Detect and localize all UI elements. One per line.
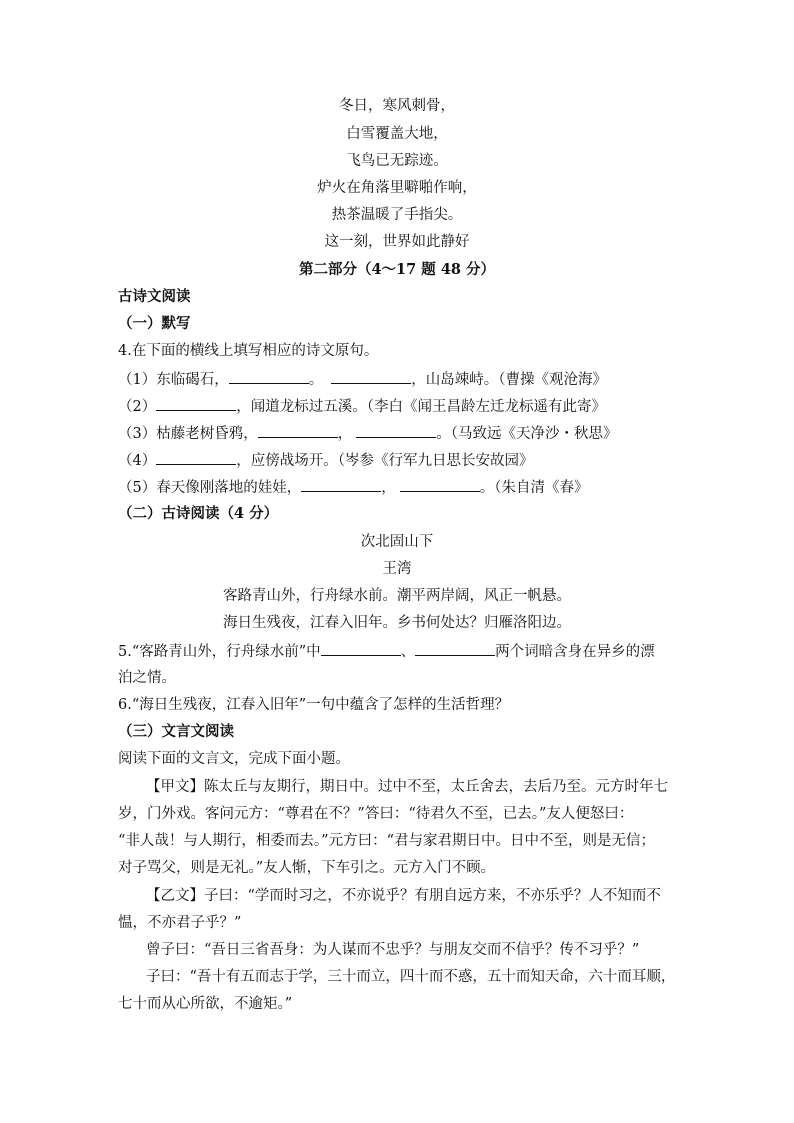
answer-blank[interactable] — [301, 477, 381, 492]
instruction: 阅读下面的文言文，完成下面小题。 — [118, 751, 350, 767]
q4-item-5: （5）春天像刚落地的娃娃， ， 。（朱自清《春》 — [118, 477, 588, 498]
question-4-stem: 4.在下面的横线上填写相应的诗文原句。 — [118, 343, 379, 359]
question-5-cont: 泊之情。 — [118, 670, 176, 686]
passage-line: 岁，门外戏。客问元方：“尊君在不？”答曰：“待君久不至，已去。”友人便怒曰： — [118, 806, 634, 822]
q4-item-3: （3）枯藤老树昏鸦， ， 。（马致远《天净沙・秋思》 — [118, 423, 617, 444]
answer-blank[interactable] — [400, 477, 480, 492]
section-title: 古诗文阅读 — [118, 288, 191, 305]
passage-line: “非人哉！与人期行，相委而去。”元方曰：“君与家君期日中。日中不至，则是无信； — [118, 833, 655, 849]
passage-line: 曾子曰：“吾日三省吾身：为人谋而不忠乎？与朋友交而不信乎？传不习乎？” — [146, 942, 640, 958]
q4-item-4: （4） ，应傍战场开。（岑参《行军九日思长安故园》 — [118, 450, 533, 471]
poem-line: 炉火在角落里噼啪作响， — [317, 180, 477, 196]
poem-line: 客路青山外，行舟绿水前。潮平两岸阔，风正一帆悬。 — [223, 588, 571, 604]
passage-line: 【乙文】子曰：“学而时习之，不亦说乎？有朋自远方来，不亦乐乎？人不知而不 — [146, 888, 661, 904]
answer-blank[interactable] — [321, 641, 401, 656]
poem-line: 冬日，寒风刺骨， — [339, 98, 455, 114]
subsection-title: （二）古诗阅读（4 分） — [118, 505, 279, 522]
answer-blank[interactable] — [415, 641, 495, 656]
passage-line: 愠，不亦君子乎？” — [118, 915, 242, 931]
answer-blank[interactable] — [156, 396, 236, 411]
part-title: 第二部分（4～17 题 48 分） — [298, 261, 496, 278]
question-5: 5.“客路青山外，行舟绿水前”中 、 两个词暗含身在异乡的漂 — [118, 641, 655, 662]
passage-line: 子曰：“吾十有五而志于学，三十而立，四十而不惑，五十而知天命，六十而耳顺， — [146, 969, 676, 985]
poem-line: 热茶温暖了手指尖。 — [331, 207, 463, 223]
passage-line: 七十而从心所欲，不逾矩。” — [118, 996, 293, 1012]
answer-blank[interactable] — [229, 369, 309, 384]
poem-line: 飞鸟已无踪迹。 — [346, 153, 448, 169]
answer-blank[interactable] — [156, 450, 236, 465]
passage-line: 【甲文】陈太丘与友期行，期日中。过中不至，太丘舍去，去后乃至。元方时年七 — [146, 779, 668, 795]
q4-item-1: （1）东临碣石， 。 ，山岛竦峙。（曹操《观沧海》 — [118, 369, 607, 390]
poem-line: 这一刻，世界如此静好 — [324, 234, 470, 250]
answer-blank[interactable] — [258, 423, 338, 438]
answer-blank[interactable] — [331, 369, 411, 384]
poem-line: 海日生残夜，江春入旧年。乡书何处达？归雁洛阳边。 — [223, 615, 571, 631]
poem-author: 王湾 — [382, 561, 412, 577]
q4-item-2: （2） ，闻道龙标过五溪。（李白《闻王昌龄左迁龙标遥有此寄》 — [118, 396, 606, 417]
passage-line: 对子骂父，则是无礼。”友人惭，下车引之。元方入门不顾。 — [118, 860, 496, 876]
poem-title: 次北固山下 — [360, 534, 434, 550]
subsection-title: （一）默写 — [118, 315, 191, 332]
question-6: 6.“海日生残夜，江春入旧年”一句中蕴含了怎样的生活哲理？ — [118, 697, 510, 713]
subsection-title: （三）文言文阅读 — [118, 723, 234, 740]
poem-line: 白雪覆盖大地， — [346, 126, 448, 142]
answer-blank[interactable] — [356, 423, 436, 438]
